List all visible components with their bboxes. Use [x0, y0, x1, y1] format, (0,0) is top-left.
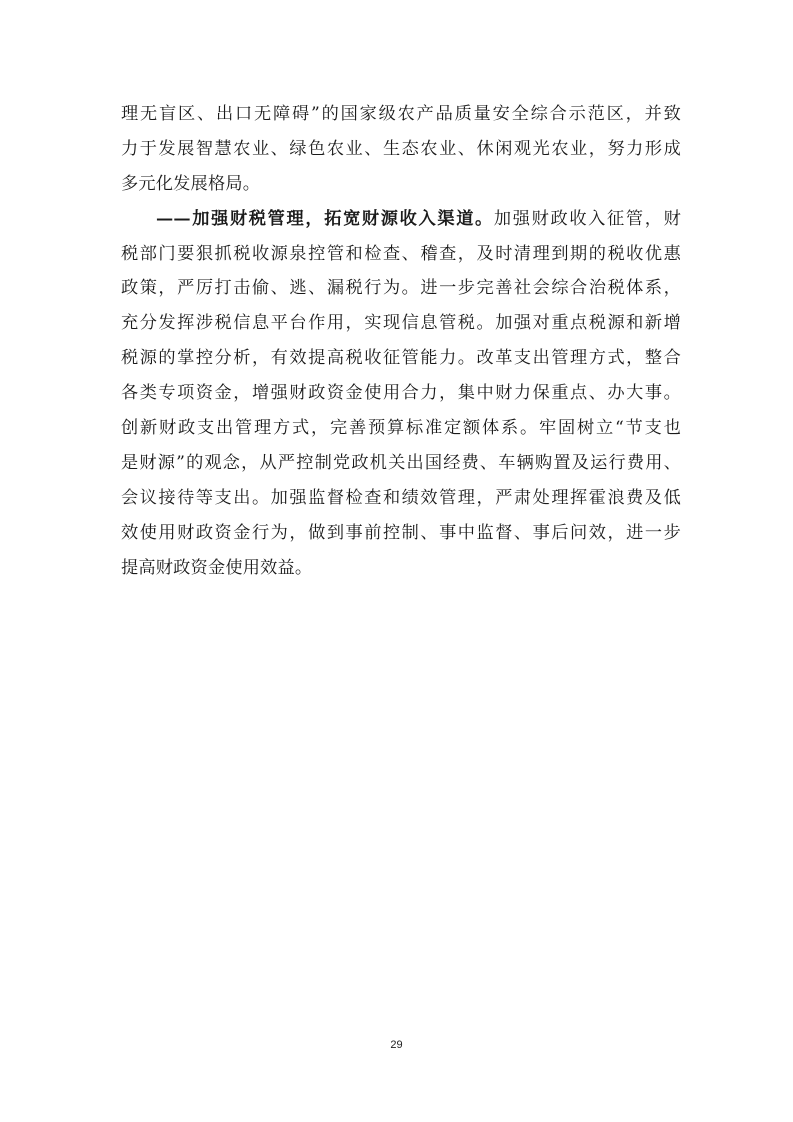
paragraph-2-line-2: 税部门要狠抓税收源泉控管和检查、稽查，及时清理到期的税收优惠 — [121, 243, 681, 264]
page-number: 29 — [390, 1039, 403, 1051]
paragraph-2-line-1-text: 加强财政收入征管，财 — [493, 208, 681, 229]
paragraph-2-line-9: 会议接待等支出。加强监督检查和绩效管理，严肃处理挥霍浪费及低 — [121, 487, 681, 508]
paragraph-2-line-7: 创新财政支出管理方式，完善预算标准定额体系。牢固树立“节支也 — [121, 418, 681, 439]
paragraph-2-line-11: 提高财政资金使用效益。 — [121, 557, 313, 578]
paragraph-2-line-10: 效使用财政资金行为，做到事前控制、事中监督、事后问效，进一步 — [121, 522, 681, 543]
paragraph-1-line-2: 力于发展智慧农业、绿色农业、生态农业、休闲观光农业，努力形成 — [121, 138, 681, 159]
paragraph-1-line-3: 多元化发展格局。 — [121, 173, 261, 194]
paragraph-2-line-4: 充分发挥涉税信息平台作用，实现信息管税。加强对重点税源和新增 — [121, 313, 681, 334]
paragraph-2-line-3: 政策，严厉打击偷、逃、漏税行为。进一步完善社会综合治税体系， — [121, 278, 681, 299]
paragraph-2-line-6: 各类专项资金，增强财政资金使用合力，集中财力保重点、办大事。 — [121, 383, 681, 404]
paragraph-2-line-5: 税源的掌控分析，有效提高税收征管能力。改革支出管理方式，整合 — [121, 348, 681, 369]
paragraph-1-line-1: 理无盲区、出口无障碍”的国家级农产品质量安全综合示范区，并致 — [121, 104, 681, 124]
paragraph-2-line-8: 是财源”的观念，从严控制党政机关出国经费、车辆购置及运行费用、 — [121, 452, 681, 473]
section-heading: ——加强财税管理，拓宽财源收入渠道。 — [156, 208, 494, 229]
body-text — [121, 97, 681, 585]
paragraph-2-line-1 — [121, 202, 681, 237]
